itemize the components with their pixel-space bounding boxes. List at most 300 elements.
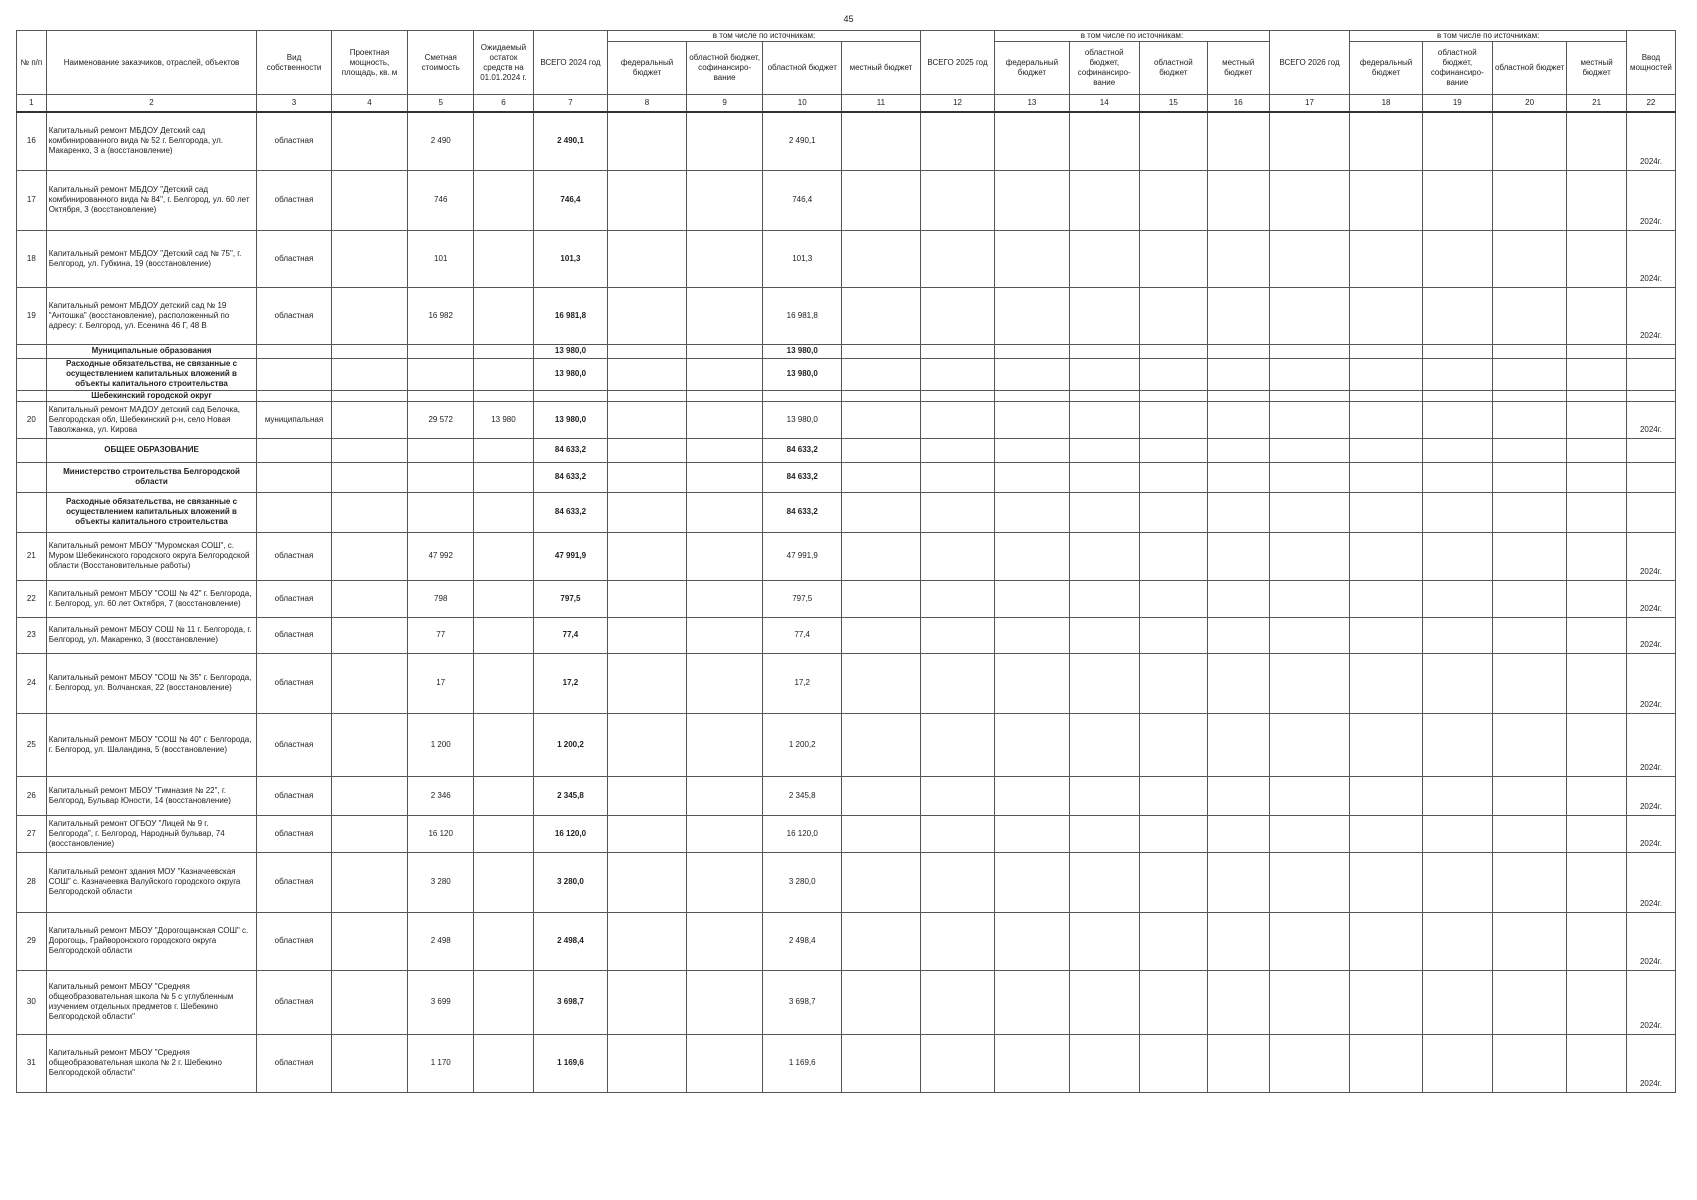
federal-2025-cell <box>995 390 1069 401</box>
capacity-cell <box>331 617 408 653</box>
total-2025-cell <box>920 776 994 815</box>
federal-2026-cell <box>1350 492 1422 532</box>
regional-2026-cell <box>1492 287 1566 344</box>
row-number-cell <box>17 344 47 358</box>
remainder-cell <box>474 653 534 713</box>
regional-2024-cell: 2 345,8 <box>763 776 842 815</box>
column-number-cell: 16 <box>1207 95 1269 113</box>
table-row <box>17 344 1676 358</box>
table-row <box>17 112 1676 170</box>
cofin-2026-cell <box>1422 713 1492 776</box>
commission-year-cell: 2024г. <box>1626 815 1675 852</box>
local-2026-cell <box>1567 230 1627 287</box>
federal-2025-cell <box>995 580 1069 617</box>
total-2025-cell <box>920 492 994 532</box>
cofin-2025-cell <box>1069 852 1139 912</box>
capacity-cell <box>331 390 408 401</box>
local-2025-cell <box>1207 1034 1269 1092</box>
commission-year-cell: 2024г. <box>1626 401 1675 438</box>
table-row <box>17 401 1676 438</box>
row-number-cell <box>17 462 47 492</box>
commission-year-cell: 2024г. <box>1626 112 1675 170</box>
total-2026-cell <box>1269 230 1350 287</box>
ownership-cell: областная <box>257 970 331 1034</box>
federal-2026-cell <box>1350 462 1422 492</box>
capacity-cell <box>331 852 408 912</box>
cofin-2026-cell <box>1422 653 1492 713</box>
remainder-cell <box>474 617 534 653</box>
total-2026-cell <box>1269 713 1350 776</box>
ownership-cell: областная <box>257 580 331 617</box>
remainder-cell <box>474 230 534 287</box>
total-2026-cell <box>1269 287 1350 344</box>
estimate-cell <box>408 438 474 462</box>
local-2024-cell <box>842 970 921 1034</box>
local-2026-cell <box>1567 912 1627 970</box>
total-2025-cell <box>920 852 994 912</box>
object-name-cell: Расходные обязательства, не связанные с осуществлением капитальных вложений в объекты капитального строительства <box>46 358 257 390</box>
cofin-2025-cell <box>1069 230 1139 287</box>
regional-2025-cell <box>1139 776 1207 815</box>
total-2024-cell: 13 980,0 <box>533 344 607 358</box>
cofin-2025-cell <box>1069 776 1139 815</box>
remainder-cell <box>474 358 534 390</box>
federal-2026-cell <box>1350 170 1422 230</box>
local-2026-cell <box>1567 462 1627 492</box>
total-2024-cell: 2 345,8 <box>533 776 607 815</box>
col-header-federal-2026: федеральный бюджет <box>1350 42 1422 95</box>
total-2026-cell <box>1269 401 1350 438</box>
federal-2026-cell <box>1350 358 1422 390</box>
total-2025-cell <box>920 462 994 492</box>
col-header-federal-2025: федеральный бюджет <box>995 42 1069 95</box>
regional-2024-cell: 84 633,2 <box>763 438 842 462</box>
total-2026-cell <box>1269 492 1350 532</box>
capacity-cell <box>331 170 408 230</box>
estimate-cell: 77 <box>408 617 474 653</box>
ownership-cell: муниципальная <box>257 401 331 438</box>
remainder-cell <box>474 713 534 776</box>
total-2024-cell: 77,4 <box>533 617 607 653</box>
ownership-cell: областная <box>257 852 331 912</box>
local-2026-cell <box>1567 1034 1627 1092</box>
row-number-cell <box>17 358 47 390</box>
local-2024-cell <box>842 815 921 852</box>
table-row <box>17 815 1676 852</box>
local-2025-cell <box>1207 358 1269 390</box>
regional-2024-cell: 1 200,2 <box>763 713 842 776</box>
object-name-cell: Министерство строительства Белгородской области <box>46 462 257 492</box>
local-2024-cell <box>842 401 921 438</box>
local-2025-cell <box>1207 390 1269 401</box>
commission-year-cell <box>1626 358 1675 390</box>
total-2024-cell: 1 169,6 <box>533 1034 607 1092</box>
cofin-2024-cell <box>686 112 763 170</box>
column-number-cell: 1 <box>17 95 47 113</box>
total-2024-cell: 17,2 <box>533 653 607 713</box>
federal-2024-cell <box>608 287 687 344</box>
total-2025-cell <box>920 617 994 653</box>
regional-2025-cell <box>1139 170 1207 230</box>
commission-year-cell: 2024г. <box>1626 617 1675 653</box>
regional-2026-cell <box>1492 401 1566 438</box>
row-number-cell: 22 <box>17 580 47 617</box>
local-2025-cell <box>1207 912 1269 970</box>
object-name-cell: Капитальный ремонт МБДОУ "Детский сад № 75", г. Белгород, ул. Губкина, 19 (восстановление) <box>46 230 257 287</box>
total-2026-cell <box>1269 970 1350 1034</box>
regional-2025-cell <box>1139 815 1207 852</box>
col-header-commission: Ввод мощностей <box>1626 31 1675 95</box>
cofin-2026-cell <box>1422 532 1492 580</box>
federal-2024-cell <box>608 815 687 852</box>
regional-2026-cell <box>1492 653 1566 713</box>
regional-2024-cell: 3 698,7 <box>763 970 842 1034</box>
local-2025-cell <box>1207 462 1269 492</box>
capacity-cell <box>331 653 408 713</box>
regional-2026-cell <box>1492 462 1566 492</box>
ownership-cell: областная <box>257 815 331 852</box>
object-name-cell: Капитальный ремонт МБДОУ Детский сад комбинированного вида № 52 г. Белгорода, ул. Макаренко, 3 а (восстановление) <box>46 112 257 170</box>
object-name-cell: Капитальный ремонт МБДОУ "Детский сад комбинированного вида № 84", г. Белгород, ул. 60 лет Октября, 3 (восстановление) <box>46 170 257 230</box>
column-number-cell: 14 <box>1069 95 1139 113</box>
federal-2025-cell <box>995 492 1069 532</box>
regional-2026-cell <box>1492 438 1566 462</box>
federal-2026-cell <box>1350 970 1422 1034</box>
estimate-cell <box>408 390 474 401</box>
table-body <box>17 112 1676 1092</box>
regional-2024-cell: 16 120,0 <box>763 815 842 852</box>
local-2024-cell <box>842 358 921 390</box>
cofin-2025-cell <box>1069 617 1139 653</box>
local-2024-cell <box>842 713 921 776</box>
federal-2026-cell <box>1350 401 1422 438</box>
federal-2024-cell <box>608 970 687 1034</box>
federal-2025-cell <box>995 617 1069 653</box>
total-2026-cell <box>1269 358 1350 390</box>
total-2026-cell <box>1269 852 1350 912</box>
commission-year-cell: 2024г. <box>1626 1034 1675 1092</box>
ownership-cell <box>257 390 331 401</box>
local-2025-cell <box>1207 776 1269 815</box>
regional-2024-cell: 84 633,2 <box>763 492 842 532</box>
total-2025-cell <box>920 112 994 170</box>
regional-2026-cell <box>1492 492 1566 532</box>
cofin-2024-cell <box>686 230 763 287</box>
object-name-cell: Расходные обязательства, не связанные с осуществлением капитальных вложений в объекты капитального строительства <box>46 492 257 532</box>
local-2024-cell <box>842 653 921 713</box>
remainder-cell <box>474 112 534 170</box>
capacity-cell <box>331 230 408 287</box>
remainder-cell <box>474 390 534 401</box>
ownership-cell: областная <box>257 112 331 170</box>
regional-2025-cell <box>1139 580 1207 617</box>
cofin-2025-cell <box>1069 713 1139 776</box>
object-name-cell: Капитальный ремонт МБОУ "Гимназия № 22", г. Белгород, Бульвар Юности, 14 (восстановление) <box>46 776 257 815</box>
regional-2026-cell <box>1492 230 1566 287</box>
row-number-cell: 26 <box>17 776 47 815</box>
cofin-2026-cell <box>1422 287 1492 344</box>
total-2025-cell <box>920 230 994 287</box>
total-2024-cell: 2 490,1 <box>533 112 607 170</box>
cofin-2024-cell <box>686 852 763 912</box>
col-header-remainder: Ожидаемый остаток средств на 01.01.2024 г. <box>474 31 534 95</box>
table-row <box>17 287 1676 344</box>
column-number-cell: 22 <box>1626 95 1675 113</box>
row-number-cell: 18 <box>17 230 47 287</box>
commission-year-cell: 2024г. <box>1626 287 1675 344</box>
total-2025-cell <box>920 287 994 344</box>
sources-group-2026: в том числе по источникам: <box>1350 31 1626 42</box>
regional-2024-cell: 77,4 <box>763 617 842 653</box>
federal-2025-cell <box>995 1034 1069 1092</box>
ownership-cell: областная <box>257 713 331 776</box>
regional-2025-cell <box>1139 617 1207 653</box>
column-number-cell: 21 <box>1567 95 1627 113</box>
capacity-cell <box>331 580 408 617</box>
remainder-cell <box>474 344 534 358</box>
estimate-cell: 798 <box>408 580 474 617</box>
cofin-2025-cell <box>1069 112 1139 170</box>
total-2024-cell: 13 980,0 <box>533 401 607 438</box>
total-2026-cell <box>1269 653 1350 713</box>
regional-2025-cell <box>1139 912 1207 970</box>
page-number: 45 <box>843 14 854 24</box>
capacity-cell <box>331 912 408 970</box>
federal-2025-cell <box>995 170 1069 230</box>
col-header-name: Наименование заказчиков, отраслей, объектов <box>46 31 257 95</box>
row-number-cell: 20 <box>17 401 47 438</box>
col-header-cofin-2024: областной бюджет, софинансиро- вание <box>686 42 763 95</box>
regional-2025-cell <box>1139 713 1207 776</box>
ownership-cell <box>257 358 331 390</box>
estimate-cell: 29 572 <box>408 401 474 438</box>
col-header-federal-2024: федеральный бюджет <box>608 42 687 95</box>
total-2026-cell <box>1269 462 1350 492</box>
ownership-cell: областная <box>257 776 331 815</box>
total-2025-cell <box>920 713 994 776</box>
regional-2025-cell <box>1139 230 1207 287</box>
commission-year-cell <box>1626 438 1675 462</box>
object-name-cell: Капитальный ремонт МБОУ "Средняя общеобразовательная школа № 2 г. Шебекино Белгородской области" <box>46 1034 257 1092</box>
local-2024-cell <box>842 532 921 580</box>
commission-year-cell: 2024г. <box>1626 580 1675 617</box>
local-2025-cell <box>1207 401 1269 438</box>
cofin-2026-cell <box>1422 970 1492 1034</box>
local-2024-cell <box>842 344 921 358</box>
remainder-cell <box>474 815 534 852</box>
federal-2026-cell <box>1350 713 1422 776</box>
federal-2024-cell <box>608 852 687 912</box>
total-2026-cell <box>1269 438 1350 462</box>
estimate-cell: 17 <box>408 653 474 713</box>
remainder-cell: 13 980 <box>474 401 534 438</box>
regional-2025-cell <box>1139 532 1207 580</box>
local-2025-cell <box>1207 580 1269 617</box>
regional-2025-cell <box>1139 438 1207 462</box>
total-2024-cell: 1 200,2 <box>533 713 607 776</box>
total-2025-cell <box>920 390 994 401</box>
sources-group-2025: в том числе по источникам: <box>995 31 1269 42</box>
federal-2026-cell <box>1350 1034 1422 1092</box>
federal-2024-cell <box>608 776 687 815</box>
total-2026-cell <box>1269 776 1350 815</box>
local-2026-cell <box>1567 492 1627 532</box>
ownership-cell: областная <box>257 230 331 287</box>
federal-2024-cell <box>608 532 687 580</box>
cofin-2026-cell <box>1422 170 1492 230</box>
local-2025-cell <box>1207 170 1269 230</box>
column-number-cell: 4 <box>331 95 408 113</box>
federal-2024-cell <box>608 438 687 462</box>
object-name-cell: Капитальный ремонт МБОУ "Средняя общеобразовательная школа № 5 с углубленным изучением отдельных предметов г. Шебекино Белгородской области" <box>46 970 257 1034</box>
cofin-2026-cell <box>1422 580 1492 617</box>
cofin-2024-cell <box>686 713 763 776</box>
local-2024-cell <box>842 617 921 653</box>
local-2024-cell <box>842 1034 921 1092</box>
federal-2026-cell <box>1350 617 1422 653</box>
commission-year-cell: 2024г. <box>1626 912 1675 970</box>
cofin-2024-cell <box>686 653 763 713</box>
regional-2025-cell <box>1139 401 1207 438</box>
federal-2025-cell <box>995 532 1069 580</box>
ownership-cell: областная <box>257 532 331 580</box>
object-name-cell: Капитальный ремонт МАДОУ детский сад Белочка, Белгородская обл, Шебекинский р-н, село Новая Таволжанка, ул. Кирова <box>46 401 257 438</box>
regional-2025-cell <box>1139 358 1207 390</box>
remainder-cell <box>474 492 534 532</box>
cofin-2026-cell <box>1422 1034 1492 1092</box>
object-name-cell: Муниципальные образования <box>46 344 257 358</box>
remainder-cell <box>474 170 534 230</box>
estimate-cell: 3 280 <box>408 852 474 912</box>
federal-2025-cell <box>995 230 1069 287</box>
table-row <box>17 852 1676 912</box>
total-2026-cell <box>1269 580 1350 617</box>
column-number-cell: 6 <box>474 95 534 113</box>
column-number-cell: 9 <box>686 95 763 113</box>
ownership-cell <box>257 438 331 462</box>
cofin-2025-cell <box>1069 492 1139 532</box>
total-2024-cell: 101,3 <box>533 230 607 287</box>
row-number-cell: 28 <box>17 852 47 912</box>
ownership-cell: областная <box>257 1034 331 1092</box>
table-row <box>17 230 1676 287</box>
remainder-cell <box>474 438 534 462</box>
ownership-cell: областная <box>257 653 331 713</box>
federal-2025-cell <box>995 462 1069 492</box>
federal-2026-cell <box>1350 912 1422 970</box>
column-number-cell: 20 <box>1492 95 1566 113</box>
row-number-cell: 19 <box>17 287 47 344</box>
estimate-cell <box>408 462 474 492</box>
column-number-cell: 18 <box>1350 95 1422 113</box>
estimate-cell: 47 992 <box>408 532 474 580</box>
estimate-cell: 16 982 <box>408 287 474 344</box>
cofin-2024-cell <box>686 617 763 653</box>
capacity-cell <box>331 1034 408 1092</box>
table-row <box>17 438 1676 462</box>
column-number-cell: 13 <box>995 95 1069 113</box>
cofin-2026-cell <box>1422 230 1492 287</box>
total-2026-cell <box>1269 912 1350 970</box>
local-2025-cell <box>1207 287 1269 344</box>
federal-2024-cell <box>608 170 687 230</box>
federal-2024-cell <box>608 617 687 653</box>
total-2026-cell <box>1269 532 1350 580</box>
col-header-cofin-2025: областной бюджет, софинансиро- вание <box>1069 42 1139 95</box>
commission-year-cell <box>1626 344 1675 358</box>
cofin-2026-cell <box>1422 390 1492 401</box>
regional-2024-cell: 13 980,0 <box>763 344 842 358</box>
federal-2025-cell <box>995 287 1069 344</box>
regional-2024-cell: 3 280,0 <box>763 852 842 912</box>
estimate-cell: 1 170 <box>408 1034 474 1092</box>
local-2026-cell <box>1567 776 1627 815</box>
object-name-cell: Капитальный ремонт МБОУ "СОШ № 40" г. Белгорода, г. Белгород, ул. Шаландина, 5 (восстановление) <box>46 713 257 776</box>
table-row <box>17 653 1676 713</box>
table-row <box>17 713 1676 776</box>
row-number-cell <box>17 492 47 532</box>
table-row <box>17 580 1676 617</box>
ownership-cell: областная <box>257 287 331 344</box>
table-row <box>17 390 1676 401</box>
local-2024-cell <box>842 390 921 401</box>
cofin-2026-cell <box>1422 401 1492 438</box>
object-name-cell: Капитальный ремонт МБОУ СОШ № 11 г. Белгорода, г. Белгород, ул. Макаренко, 3 (восстановление) <box>46 617 257 653</box>
federal-2025-cell <box>995 852 1069 912</box>
remainder-cell <box>474 462 534 492</box>
column-number-cell: 17 <box>1269 95 1350 113</box>
cofin-2025-cell <box>1069 1034 1139 1092</box>
cofin-2025-cell <box>1069 438 1139 462</box>
table-row <box>17 358 1676 390</box>
table-row <box>17 776 1676 815</box>
federal-2025-cell <box>995 401 1069 438</box>
federal-2024-cell <box>608 580 687 617</box>
capacity-cell <box>331 970 408 1034</box>
local-2025-cell <box>1207 344 1269 358</box>
col-header-total-2024: ВСЕГО 2024 год <box>533 31 607 95</box>
federal-2026-cell <box>1350 230 1422 287</box>
cofin-2024-cell <box>686 776 763 815</box>
local-2024-cell <box>842 170 921 230</box>
federal-2026-cell <box>1350 390 1422 401</box>
total-2024-cell: 47 991,9 <box>533 532 607 580</box>
commission-year-cell: 2024г. <box>1626 230 1675 287</box>
cofin-2025-cell <box>1069 401 1139 438</box>
total-2024-cell: 797,5 <box>533 580 607 617</box>
capacity-cell <box>331 462 408 492</box>
table-row <box>17 170 1676 230</box>
row-number-cell: 21 <box>17 532 47 580</box>
total-2025-cell <box>920 532 994 580</box>
regional-2024-cell: 13 980,0 <box>763 358 842 390</box>
local-2025-cell <box>1207 112 1269 170</box>
federal-2024-cell <box>608 653 687 713</box>
column-number-cell: 8 <box>608 95 687 113</box>
estimate-cell: 2 346 <box>408 776 474 815</box>
estimate-cell: 2 490 <box>408 112 474 170</box>
object-name-cell: ОБЩЕЕ ОБРАЗОВАНИЕ <box>46 438 257 462</box>
commission-year-cell: 2024г. <box>1626 713 1675 776</box>
row-number-cell: 17 <box>17 170 47 230</box>
commission-year-cell: 2024г. <box>1626 653 1675 713</box>
cofin-2024-cell <box>686 462 763 492</box>
ownership-cell <box>257 462 331 492</box>
local-2026-cell <box>1567 580 1627 617</box>
federal-2025-cell <box>995 344 1069 358</box>
local-2026-cell <box>1567 617 1627 653</box>
federal-2026-cell <box>1350 438 1422 462</box>
